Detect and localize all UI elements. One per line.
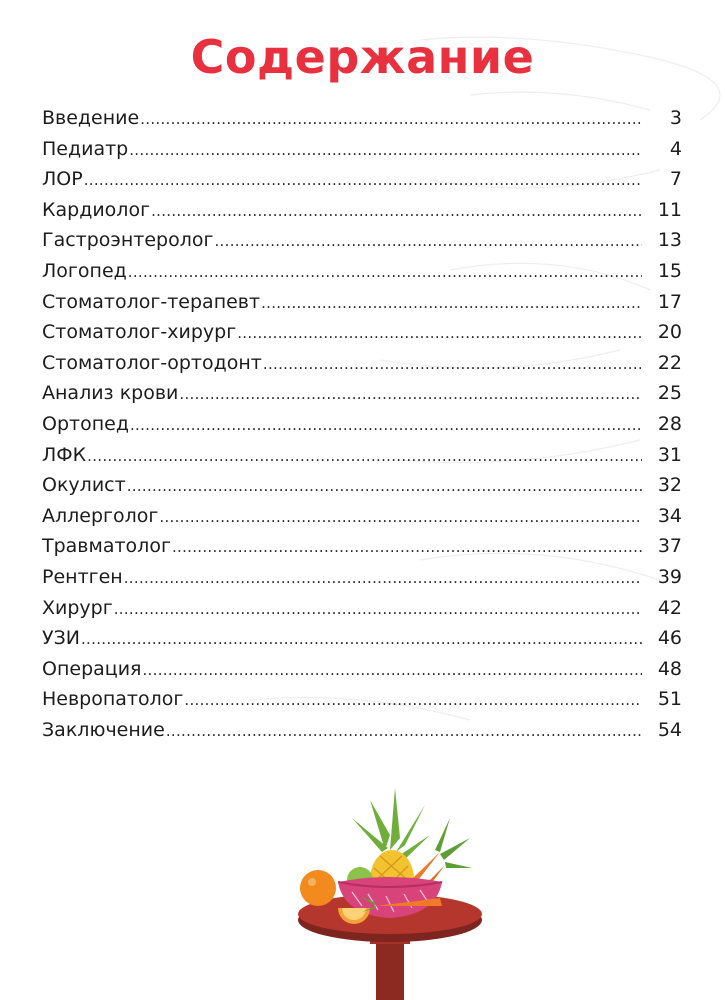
toc-entry-page-number: 4 xyxy=(669,137,682,160)
toc-dot-leader xyxy=(166,716,642,747)
toc-entry-page-number: 28 xyxy=(657,412,682,435)
toc-dot-leader xyxy=(128,257,642,288)
toc-entry-label: Аллерголог xyxy=(42,504,159,527)
toc-entry-label: Стоматолог-терапевт xyxy=(42,290,261,313)
toc-entry xyxy=(42,470,682,501)
toc-entry-page-number: 42 xyxy=(657,596,682,619)
toc-entry xyxy=(42,440,682,471)
toc-entry-label: Стоматолог-хирург xyxy=(42,321,237,344)
toc-entry-label: Окулист xyxy=(42,474,126,497)
toc-dot-leader xyxy=(81,624,642,655)
toc-entry-page-number: 54 xyxy=(657,718,682,741)
toc-dot-leader xyxy=(140,104,642,135)
toc-entry xyxy=(42,684,682,715)
toc-entry-label: Операция xyxy=(42,657,142,680)
toc-entry-page-number: 20 xyxy=(657,321,682,344)
toc-entry xyxy=(42,134,682,165)
toc-dot-leader xyxy=(114,594,642,625)
toc-entry-label: Невропатолог xyxy=(42,688,184,711)
toc-dot-leader xyxy=(261,288,642,319)
toc-dot-leader xyxy=(214,226,642,257)
toc-entry xyxy=(42,287,682,318)
toc-entry-label: Введение xyxy=(42,107,140,129)
toc-entry xyxy=(42,409,682,440)
toc-entry-page-number: 22 xyxy=(657,351,682,374)
toc-entry-label: Ортопед xyxy=(42,412,129,435)
toc-dot-leader xyxy=(142,655,642,686)
toc-entry-label: Анализ крови xyxy=(42,382,179,405)
toc-entry-label: Гастроэнтеролог xyxy=(42,229,214,252)
toc-entry xyxy=(42,225,682,256)
toc-entry-label: ЛФК xyxy=(42,443,87,466)
toc-entry xyxy=(42,562,682,593)
toc-entry xyxy=(42,103,682,134)
toc-entry xyxy=(42,378,682,409)
toc-entry-page-number: 17 xyxy=(657,290,682,313)
toc-dot-leader xyxy=(184,685,642,716)
toc-entry-page-number: 3 xyxy=(669,107,682,129)
toc-entry xyxy=(42,348,682,379)
toc-entry-page-number: 25 xyxy=(657,382,682,405)
toc-dot-leader xyxy=(130,410,642,441)
toc-entry xyxy=(42,715,682,746)
toc-entry xyxy=(42,256,682,287)
toc-entry xyxy=(42,531,682,562)
toc-dot-leader xyxy=(159,502,642,533)
toc-entry-label: ЛОР xyxy=(42,168,83,191)
toc-dot-leader xyxy=(87,441,642,472)
toc-entry-label: Стоматолог-ортодонт xyxy=(42,351,262,374)
toc-entry-page-number: 31 xyxy=(657,443,682,466)
toc-entry-label: Хирург xyxy=(42,596,113,619)
toc-entry-page-number: 32 xyxy=(657,474,682,497)
toc-entry-page-number: 13 xyxy=(657,229,682,252)
toc-entry xyxy=(42,501,682,532)
toc-entry xyxy=(42,593,682,624)
toc-dot-leader xyxy=(263,349,642,380)
table-of-contents xyxy=(42,103,682,745)
toc-entry-label: Кардиолог xyxy=(42,198,151,221)
toc-entry-page-number: 46 xyxy=(657,627,682,650)
toc-dot-leader xyxy=(179,379,642,410)
toc-entry-label: Заключение xyxy=(42,718,165,741)
toc-entry-page-number: 51 xyxy=(657,688,682,711)
toc-entry-label: УЗИ xyxy=(42,627,80,650)
toc-entry-label: Логопед xyxy=(42,259,127,282)
toc-entry xyxy=(42,623,682,654)
fruit-bowl-on-table-icon xyxy=(290,780,490,1000)
toc-dot-leader xyxy=(84,165,642,196)
toc-dot-leader xyxy=(151,196,642,227)
toc-entry xyxy=(42,164,682,195)
toc-entry-page-number: 11 xyxy=(657,198,682,221)
toc-dot-leader xyxy=(124,563,642,594)
toc-entry-page-number: 34 xyxy=(657,504,682,527)
toc-entry-page-number: 39 xyxy=(657,565,682,588)
toc-entry xyxy=(42,317,682,348)
toc-dot-leader xyxy=(129,135,642,166)
page-title: Содержание xyxy=(190,30,535,84)
toc-dot-leader xyxy=(172,532,642,563)
toc-entry-label: Педиатр xyxy=(42,137,129,160)
toc-entry-page-number: 48 xyxy=(657,657,682,680)
toc-entry-label: Травматолог xyxy=(42,535,171,558)
toc-entry-page-number: 37 xyxy=(657,535,682,558)
toc-dot-leader xyxy=(127,471,642,502)
toc-entry-page-number: 15 xyxy=(657,259,682,282)
toc-entry xyxy=(42,654,682,685)
toc-entry xyxy=(42,195,682,226)
toc-dot-leader xyxy=(237,318,642,349)
toc-entry-label: Рентген xyxy=(42,565,123,588)
toc-entry-page-number: 7 xyxy=(669,168,682,191)
